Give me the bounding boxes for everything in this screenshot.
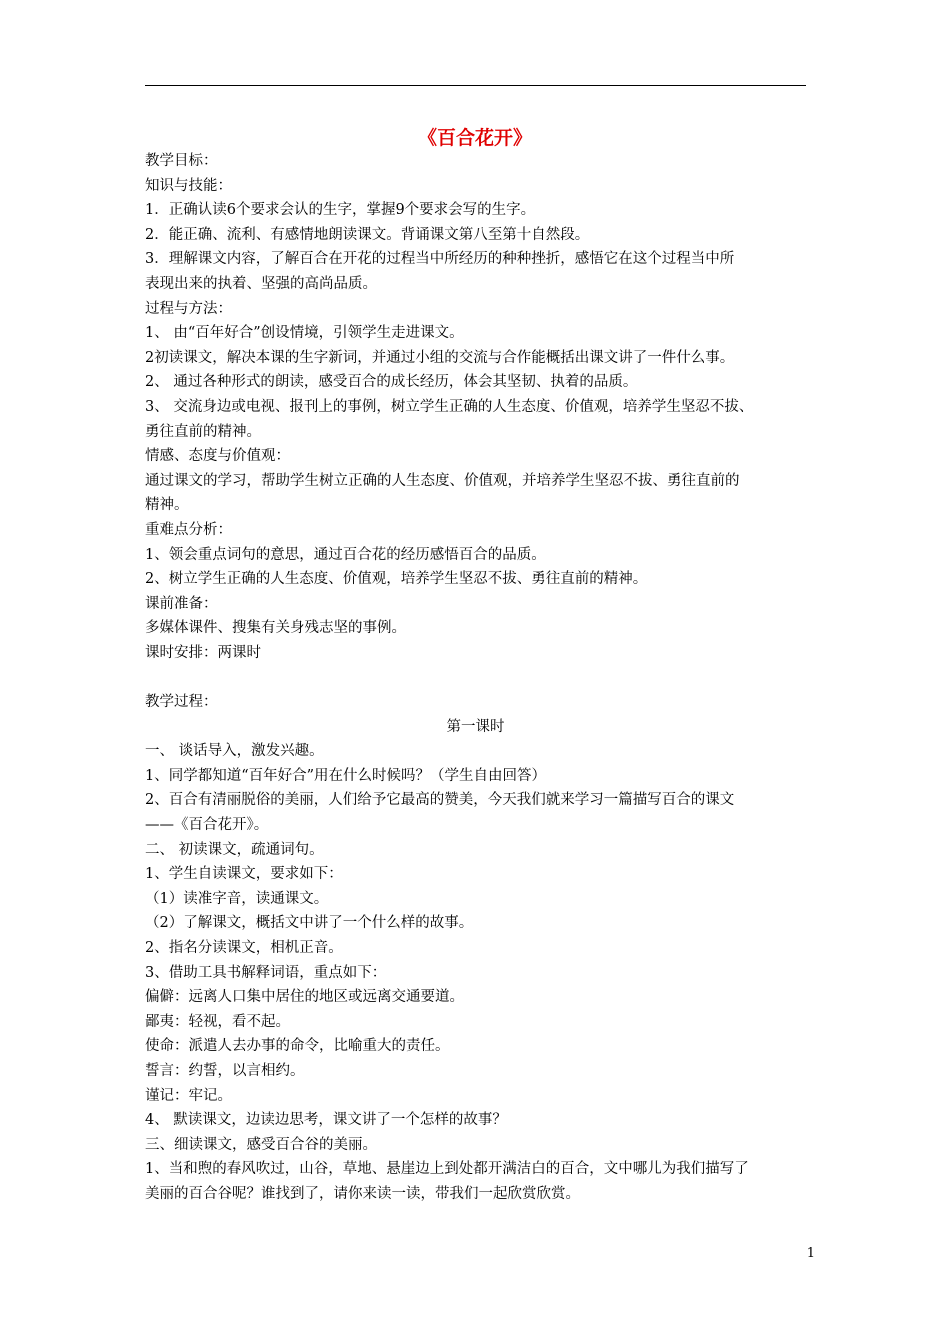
text-line: 情感、态度与价值观： — [145, 448, 290, 465]
text-line: 1、当和煦的春风吹过，山谷，草地、悬崖边上到处都开满洁白的百合，文中哪儿为我们描写了 — [145, 1161, 749, 1178]
text-line: 偏僻：远离人口集中居住的地区或远离交通要道。 — [145, 989, 464, 1006]
text-line: 知识与技能： — [145, 177, 232, 194]
text-line: 勇往直前的精神。 — [145, 423, 261, 440]
text-line: 3、借助工具书解释词语，重点如下： — [145, 964, 387, 981]
text-line: 三、细读课文，感受百合谷的美丽。 — [145, 1136, 377, 1153]
text-line: 二、 初读课文，疏通词句。 — [145, 841, 324, 858]
text-line: 1．正确认读6个要求会认的生字，掌握9个要求会写的生字。 — [145, 202, 536, 219]
page-number: 1 — [806, 1246, 815, 1261]
text-line: 重难点分析： — [145, 521, 232, 538]
text-line: 过程与方法： — [145, 300, 232, 317]
text-line: （2）了解课文，概括文中讲了一个什么样的故事。 — [145, 915, 474, 932]
text-line: 教学目标： — [145, 153, 218, 169]
text-line: 3、 交流身边或电视、报刊上的事例，树立学生正确的人生态度、价值观，培养学生坚忍不拔、 — [145, 398, 754, 415]
text-line: 4、 默读课文，边读边思考，课文讲了一个怎样的故事？ — [145, 1112, 507, 1129]
header-rule — [145, 85, 806, 86]
text-line: 教学过程： — [145, 694, 218, 711]
text-line: ——《百合花开》。 — [145, 817, 269, 834]
text-line: 2、百合有清丽脱俗的美丽，人们给予它最高的赞美，今天我们就来学习一篇描写百合的课文 — [145, 792, 735, 809]
text-line: 2、树立学生正确的人生态度、价值观，培养学生坚忍不拔、勇往直前的精神。 — [145, 571, 648, 588]
text-line — [145, 665, 815, 690]
document-title: 《百合花开》 — [417, 127, 532, 149]
document-body — [145, 149, 815, 1207]
text-line: 一、 谈话导入，激发兴趣。 — [145, 743, 324, 760]
text-line: 1、领会重点词句的意思，通过百合花的经历感悟百合的品质。 — [145, 546, 546, 563]
text-line: 1、 由“百年好合”创设情境，引领学生走进课文。 — [145, 325, 464, 342]
text-line: 鄙夷：轻视，看不起。 — [145, 1013, 290, 1030]
text-line: 1、学生自读课文，要求如下： — [145, 866, 343, 883]
text-line: 誓言：约誓，以言相约。 — [145, 1062, 305, 1079]
text-line: 2．能正确、流利、有感情地朗读课文。背诵课文第八至第十自然段。 — [145, 226, 590, 243]
text-line: 精神。 — [145, 497, 189, 514]
text-line: 谨记：牢记。 — [145, 1087, 232, 1104]
text-line: 使命：派遣人去办事的命令，比喻重大的责任。 — [145, 1038, 450, 1055]
text-line: 2初读课文，解决本课的生字新词，并通过小组的交流与合作能概括出课文讲了一件什么事。 — [145, 349, 735, 366]
text-line: 课时安排：两课时 — [145, 644, 261, 661]
text-line: 3．理解课文内容，了解百合在开花的过程当中所经历的种种挫折，感悟它在这个过程当中所 — [145, 251, 735, 268]
text-line: 多媒体课件、搜集有关身残志坚的事例。 — [145, 620, 406, 637]
text-line: 美丽的百合谷呢？谁找到了，请你来读一读，带我们一起欣赏欣赏。 — [145, 1185, 580, 1202]
text-line: 2、指名分读课文，相机正音。 — [145, 940, 343, 956]
text-line: 课前准备： — [145, 595, 218, 612]
text-line: 1、同学都知道“百年好合”用在什么时候吗？（学生自由回答） — [145, 767, 547, 784]
text-line: 表现出来的执着、坚强的高尚品质。 — [145, 275, 377, 292]
text-line: 通过课文的学习，帮助学生树立正确的人生态度、价值观，并培养学生坚忍不拔、勇往直前的 — [145, 472, 740, 489]
text-line: 2、 通过各种形式的朗读，感受百合的成长经历，体会其坚韧、执着的品质。 — [145, 374, 638, 391]
text-line: （1）读准字音，读通课文。 — [145, 890, 329, 907]
lesson-heading: 第一课时 — [446, 718, 505, 735]
